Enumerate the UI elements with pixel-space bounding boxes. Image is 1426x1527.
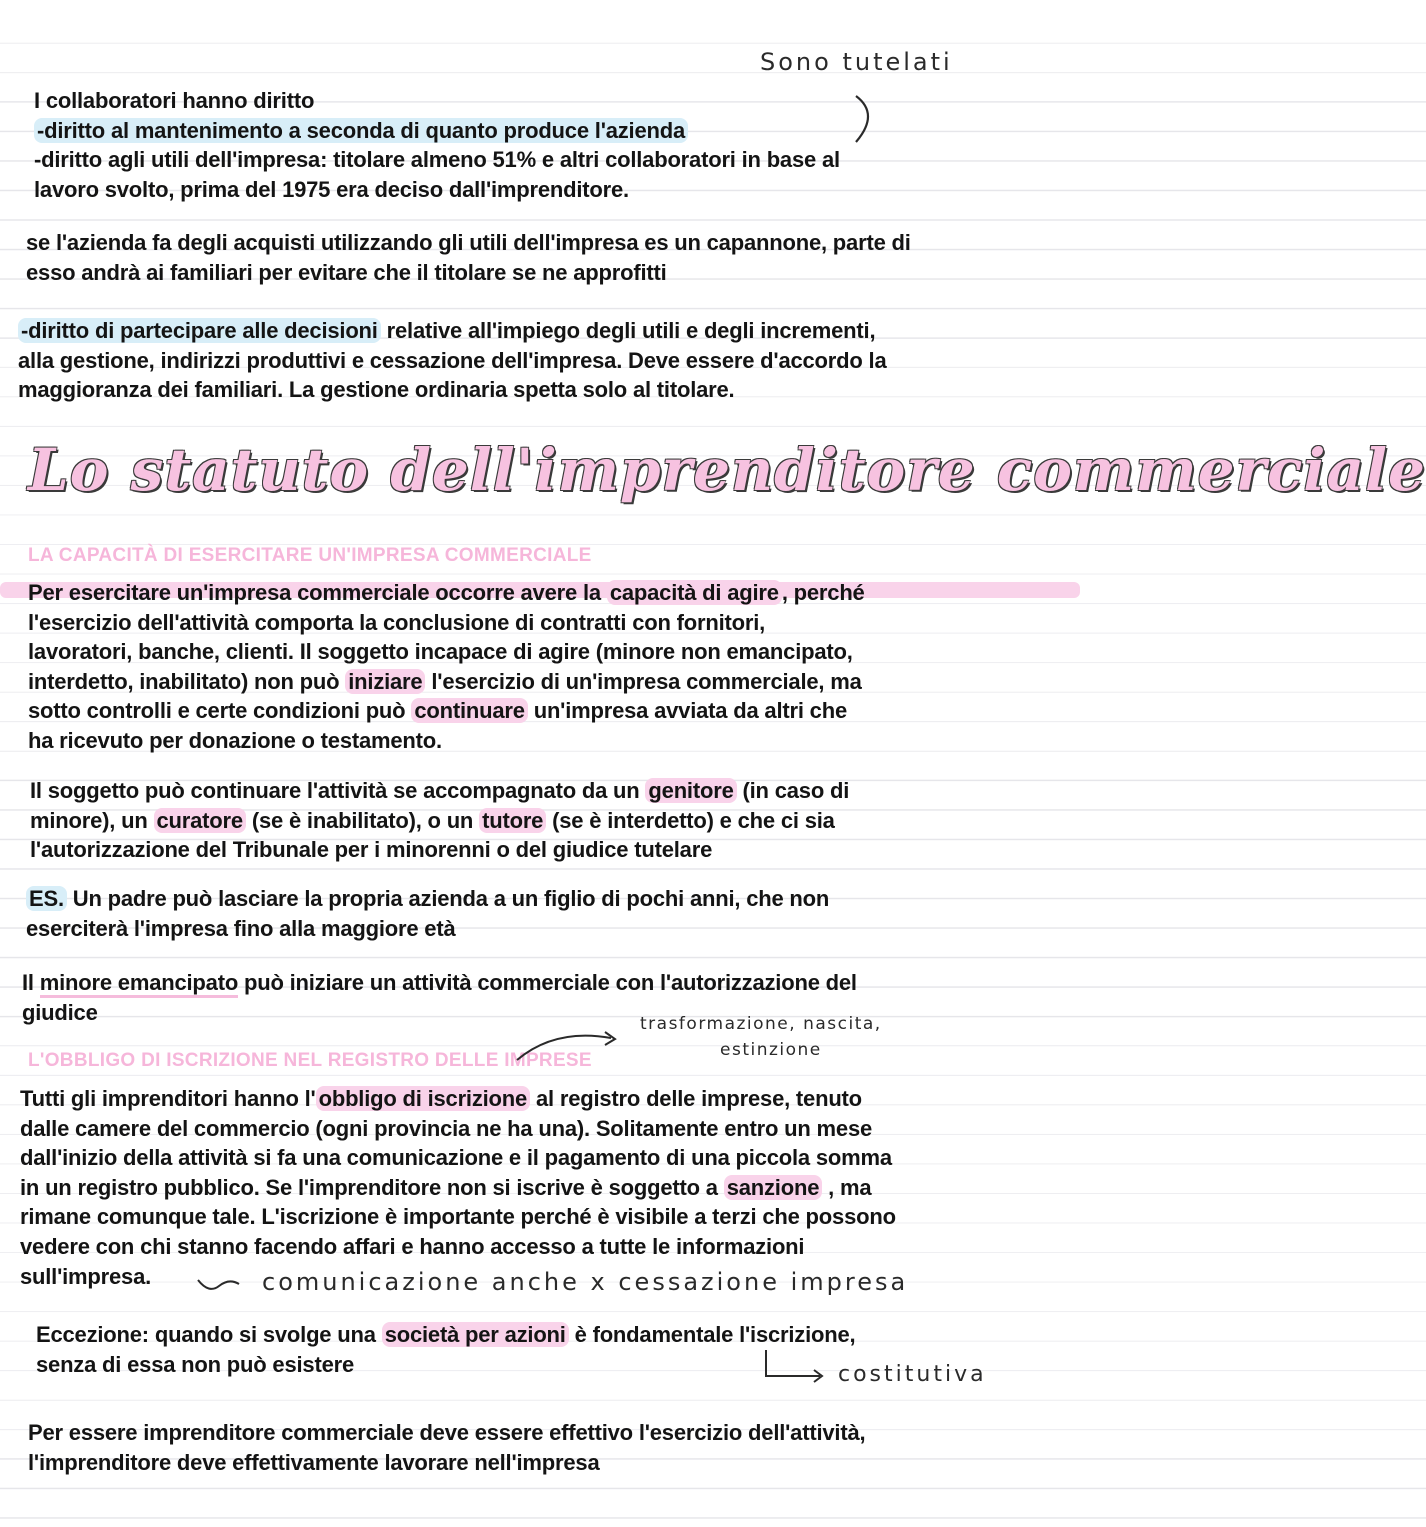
text-line [20, 1173, 896, 1203]
text-line [34, 116, 840, 146]
underline: minore emancipato [40, 970, 238, 998]
text-line: l'autorizzazione del Tribunale per i minorenni o del giudice tutelare [30, 837, 713, 863]
highlight: -diritto al mantenimento a seconda di quanto produce l'azienda [34, 118, 688, 143]
collaborators-rights-block [34, 86, 840, 204]
guardian-paragraph [30, 776, 849, 865]
text-line: maggioranza dei familiari. La gestione ordinaria spetta solo al titolare. [18, 377, 735, 403]
text-span: l'esercizio di un'impresa commerciale, ma [425, 668, 862, 694]
text-span: un'impresa avviata da altri che [527, 698, 847, 724]
annotation-comunicazione: comunicazione anche x cessazione impresa [262, 1268, 909, 1296]
text-line: ha ricevuto per donazione o testamento. [28, 727, 442, 753]
registration-paragraph [20, 1084, 896, 1291]
text-line: lavoratori, banche, clienti. Il soggetto incapace di agire (minore non emancipato, [28, 639, 853, 665]
text-line: senza di essa non può esistere [36, 1351, 355, 1377]
text-span: Un padre può lasciare la propria azienda a un figlio di pochi anni, che non [66, 886, 830, 911]
text-line: dall'inizio della attività si fa una comunicazione e il pagamento di una piccola somma [20, 1145, 892, 1171]
text-span: in un registro pubblico. Se l'imprenditore non si iscrive è soggetto a [20, 1174, 724, 1200]
text-line: giudice [22, 999, 98, 1025]
text-line: alla gestione, indirizzi produttivi e cessazione dell'impresa. Deve essere d'accordo la [18, 347, 887, 373]
text-span: può iniziare un attività commerciale con l'autorizzazione del [238, 970, 857, 995]
text-line [22, 968, 857, 998]
decisions-paragraph [18, 316, 887, 405]
highlight: genitore [645, 778, 736, 803]
text-line: rimane comunque tale. L'iscrizione è importante perché è visibile a terzi che possono [20, 1204, 896, 1230]
text-line: Per essere imprenditore commerciale deve essere effettivo l'esercizio dell'attività, [28, 1420, 866, 1445]
text-span: Tutti gli imprenditori hanno l' [20, 1086, 316, 1111]
text-span: interdetto, inabilitato) non può [28, 668, 346, 694]
tilde-mark [195, 1272, 245, 1298]
text-span: Per esercitare un'impresa commerciale occorre avere la [28, 580, 607, 605]
section-heading-registration: L'OBBLIGO DI ISCRIZIONE NEL REGISTRO DELLE IMPRESE [28, 1050, 592, 1071]
text-span: Il soggetto può continuare l'attività se accompagnato da un [30, 778, 646, 803]
text-span: Eccezione: quando si svolge una [36, 1322, 382, 1347]
bracket-mark [852, 92, 892, 152]
text-span: minore), un [30, 807, 154, 833]
capacity-paragraph [28, 578, 865, 756]
text-line: esso andrà ai familiari per evitare che il titolare se ne approfitti [26, 259, 667, 285]
highlight: ES. [26, 886, 67, 911]
text-line: vedere con chi stanno facendo affari e hanno accesso a tutte le informazioni [20, 1233, 805, 1259]
text-span: (se è interdetto) e che ci sia [546, 807, 835, 833]
annotation-estinzione: estinzione [720, 1040, 822, 1060]
highlight: -diritto di partecipare alle decisioni [18, 318, 381, 343]
highlight: curatore [154, 808, 246, 833]
page-title: Lo statuto dell'imprenditore commerciale [28, 436, 1426, 504]
highlight: capacità di agire [607, 580, 782, 605]
text-line: lavoro svolto, prima del 1975 era deciso dall'imprenditore. [34, 176, 629, 202]
text-line: dalle camere del commercio (ogni provincia ne ha una). Solitamente entro un mese [20, 1115, 873, 1141]
effective-exercise-paragraph [28, 1418, 865, 1477]
text-line [18, 316, 887, 346]
highlight: società per azioni [382, 1322, 569, 1347]
text-line [30, 806, 849, 836]
highlight: obbligo di iscrizione [316, 1086, 530, 1111]
text-span: , ma [822, 1174, 872, 1200]
text-line: se l'azienda fa degli acquisti utilizzando gli utili dell'impresa es un capannone, parte di [26, 230, 911, 255]
text-span: , perché [781, 580, 865, 605]
arrow-mark [515, 1018, 625, 1068]
highlight: tutore [479, 808, 546, 833]
text-span: (se è inabilitato), o un [245, 807, 480, 833]
text-span: (in caso di [736, 778, 850, 803]
annotation-sono-tutelati: Sono tutelati [760, 48, 953, 76]
exception-paragraph [36, 1320, 855, 1379]
text-line [28, 578, 865, 608]
text-line: I collaboratori hanno diritto [34, 88, 315, 113]
text-line [36, 1320, 855, 1350]
annotation-costitutiva: costitutiva [838, 1362, 987, 1387]
text-line: sull'impresa. [20, 1263, 152, 1289]
text-line [30, 776, 849, 806]
text-line: l'imprenditore deve effettivamente lavorare nell'impresa [28, 1449, 600, 1475]
text-line: eserciterà l'impresa fino alla maggiore età [26, 915, 456, 941]
text-span: relative all'impiego degli utili e degli incrementi, [380, 318, 876, 343]
section-heading-capacity: LA CAPACITÀ DI ESERCITARE UN'IMPRESA COMMERCIALE [28, 545, 592, 566]
text-span: è fondamentale l'iscrizione, [568, 1322, 856, 1347]
annotation-trasformazione: trasformazione, nascita, [640, 1014, 882, 1034]
text-line: l'esercizio dell'attività comporta la conclusione di contratti con fornitori, [28, 609, 766, 635]
highlight: continuare [411, 698, 527, 723]
highlight: iniziare [345, 669, 425, 694]
text-span: Il [22, 970, 40, 995]
text-line [28, 667, 865, 697]
example-paragraph [26, 884, 829, 943]
purchases-paragraph [26, 228, 911, 287]
text-span: al registro delle imprese, tenuto [530, 1086, 862, 1111]
text-line: -diritto agli utili dell'impresa: titolare almeno 51% e altri collaboratori in base al [34, 147, 840, 173]
text-span: sotto controlli e certe condizioni può [28, 698, 412, 724]
text-line [26, 884, 829, 914]
text-line [20, 1084, 896, 1114]
highlight: sanzione [724, 1175, 823, 1200]
arrow-mark [762, 1348, 832, 1388]
text-line [28, 696, 865, 726]
